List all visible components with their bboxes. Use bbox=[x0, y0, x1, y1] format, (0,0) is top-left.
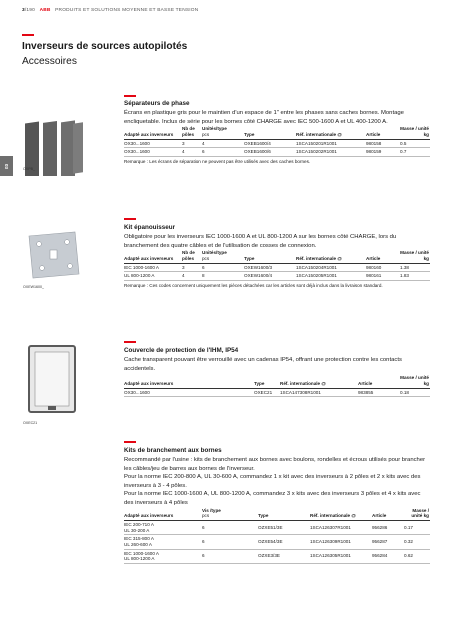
column-header: Réf. internationale @ bbox=[280, 380, 326, 386]
table-cell: 980158 bbox=[366, 140, 382, 146]
table-cell: 983855 bbox=[358, 389, 374, 395]
table-cell: 0.32 bbox=[404, 539, 413, 545]
column-header: Réf. internationale @ bbox=[296, 131, 342, 137]
column-header: Type bbox=[254, 380, 265, 386]
section-note: Remarque : Ces codes concernent uniquement les pièces détachées car les articles sont déjà inclus dans la livraison standard. bbox=[124, 282, 383, 288]
page-title: Inverseurs de sources autopilotés bbox=[22, 41, 188, 52]
table-cell: 3 bbox=[182, 264, 185, 270]
table-cell: IEC 315-800 A UL 260-600 A bbox=[124, 536, 154, 547]
section-note: Remarque : Les écrans de séparation ne peuvent pas être utilisés avec des caches bornes. bbox=[124, 158, 311, 164]
table-row bbox=[124, 148, 430, 157]
product-table bbox=[124, 508, 430, 564]
table-cell: 0.5 bbox=[400, 140, 407, 146]
table-row bbox=[124, 263, 430, 272]
table-cell: 6 bbox=[202, 539, 205, 545]
table-cell: 1SCA150204R1001 bbox=[296, 264, 337, 270]
table-cell: 8 bbox=[202, 273, 205, 279]
title-accent bbox=[22, 34, 34, 36]
section-title: Couvercle de protection de l'IHM, IP54 bbox=[124, 347, 239, 354]
section-title: Séparateurs de phase bbox=[124, 100, 190, 107]
product-table bbox=[124, 250, 430, 281]
column-header: Article bbox=[372, 513, 387, 519]
table-cell: UL 800-1200 A bbox=[124, 273, 155, 279]
page-header: 3/190 ABB PRODUITS ET SOLUTIONS MOYENNE ET BASSE TENSION bbox=[22, 8, 199, 13]
section-accent bbox=[124, 95, 136, 97]
column-header: Article bbox=[366, 131, 381, 137]
column-header: Masse / unité kg bbox=[400, 375, 429, 386]
table-row bbox=[124, 521, 430, 535]
table-cell: 1.83 bbox=[400, 273, 409, 279]
section-accent bbox=[124, 341, 136, 343]
table-cell: 1SCA126309R1001 bbox=[310, 539, 351, 545]
table-cell: 6 bbox=[202, 524, 205, 530]
section-description: Recommandé par l'usine : kits de branchement aux bornes avec boulons, rondelles et écrous utilisés pour brancher les câbles/jeu de barres aux bornes de l'inverseur. bbox=[124, 457, 426, 472]
table-cell: 1SCA150205R1001 bbox=[296, 273, 337, 279]
page-number: 3 bbox=[22, 8, 25, 13]
table-cell: OZXE51/3E bbox=[258, 524, 283, 530]
chapter-tab: 03 bbox=[0, 156, 13, 176]
column-header: Adapté aux inverseurs bbox=[124, 255, 174, 261]
section-description: Cache transparent pouvant être verrouillé avec un cadenas IP54, offrant une protection contre les contacts accidentels. bbox=[124, 357, 402, 372]
table-cell: 1SCA150202R1001 bbox=[296, 149, 337, 155]
table-cell: 1SCA126305R1001 bbox=[310, 553, 351, 559]
table-cell: OXEW1600/3 bbox=[244, 264, 273, 270]
table-cell: 956284 bbox=[372, 553, 388, 559]
table-cell: 1.38 bbox=[400, 264, 409, 270]
product-table bbox=[124, 375, 430, 397]
column-header: Nb de pôles bbox=[182, 126, 195, 137]
product-table bbox=[124, 126, 430, 157]
table-cell: IEC 200-710 A UL 30-200 A bbox=[124, 522, 154, 533]
column-header: Réf. internationale @ bbox=[310, 513, 356, 519]
table-cell: 4 bbox=[182, 149, 185, 155]
section-description: Pour la norme IEC 200-800 A, UL 30-600 A, commandez 1 x kit avec des inverseurs à 2 pôles et 2 x kits avec des inverseurs à 3 - 4 pôles. bbox=[124, 474, 421, 489]
column-header: Vis /type pcs bbox=[202, 507, 221, 519]
table-cell: 4 bbox=[202, 140, 205, 146]
section-terminal-kits bbox=[124, 447, 430, 564]
table-cell: 1SCA147308R1001 bbox=[280, 389, 321, 395]
section-title: Kit épanouisseur bbox=[124, 224, 176, 231]
column-header: Article bbox=[366, 255, 381, 261]
column-header: Masse / unité kg bbox=[400, 250, 429, 261]
column-header: Adapté aux inverseurs bbox=[124, 131, 174, 137]
image-label: OXEC21 bbox=[23, 421, 38, 425]
table-cell: 0.62 bbox=[404, 553, 413, 559]
table-cell: 6 bbox=[202, 553, 205, 559]
column-header: Masse / unité kg bbox=[411, 507, 429, 519]
table-cell: 980161 bbox=[366, 273, 382, 279]
table-cell: OXEW1600/4 bbox=[244, 273, 273, 279]
column-header: Type bbox=[244, 255, 255, 261]
table-cell: 6 bbox=[202, 149, 205, 155]
table-cell: 0.17 bbox=[404, 524, 413, 530]
table-cell: 1SCA126307R1001 bbox=[310, 524, 351, 530]
table-cell: 0.7 bbox=[400, 149, 407, 155]
table-cell: 3 bbox=[182, 140, 185, 146]
section-phase-separators bbox=[124, 100, 430, 166]
table-row bbox=[124, 139, 430, 148]
table-cell: OX30...1600 bbox=[124, 389, 150, 395]
table-row bbox=[124, 388, 430, 397]
table-row bbox=[124, 549, 430, 563]
column-header: Réf. internationale @ bbox=[296, 255, 342, 261]
column-header: Nb de pôles bbox=[182, 250, 195, 261]
column-header: Type bbox=[244, 131, 255, 137]
column-header: Masse / unité kg bbox=[400, 126, 429, 137]
table-cell: 956287 bbox=[372, 539, 388, 545]
page-total: 190 bbox=[26, 8, 36, 13]
section-terminal-spreader bbox=[124, 224, 430, 290]
section-accent bbox=[124, 218, 136, 220]
table-cell: OXEB1600/4 bbox=[244, 140, 271, 146]
table-cell: OX30...1600 bbox=[124, 140, 150, 146]
hmi-cover-image bbox=[25, 343, 79, 415]
table-cell: OZXE54/3E bbox=[258, 539, 283, 545]
table-cell: 6 bbox=[202, 264, 205, 270]
section-title: Kits de branchement aux bornes bbox=[124, 447, 222, 454]
table-cell: OXEC21 bbox=[254, 389, 273, 395]
section-hmi-cover bbox=[124, 347, 430, 397]
table-cell: 1SCA150201R1001 bbox=[296, 140, 337, 146]
column-header: Adapté aux inverseurs bbox=[124, 380, 174, 386]
brand-logo: ABB bbox=[39, 8, 51, 13]
table-cell: IEC 1000-1600 A bbox=[124, 264, 159, 270]
column-header: Unités/type pcs bbox=[202, 250, 227, 261]
section-description: Écrans en plastique gris pour le maintien d'un espace de 1" entre les phases sans caches bornes. Montage encliquetable. Inclus de série pour les bornes côté CHARGE avec IEC 500-1600 A et UL 400-1200 A. bbox=[124, 110, 404, 125]
section-description: Obligatoire pour les inverseurs IEC 1000-1600 A et UL 800-1200 A sur les bornes côté CHARGE, lors du branchement des quatre câbles et de l'utilisation de cosses de connexion. bbox=[124, 234, 397, 249]
table-row bbox=[124, 535, 430, 549]
table-cell: OX30...1600 bbox=[124, 149, 150, 155]
image-label: OXEW1600_ bbox=[23, 285, 44, 289]
page-subtitle: Accessoires bbox=[22, 56, 77, 67]
table-cell: 980159 bbox=[366, 149, 382, 155]
table-cell: 0.18 bbox=[400, 389, 409, 395]
table-cell: OZXE3/3E bbox=[258, 553, 280, 559]
terminal-spreader-image bbox=[23, 230, 81, 280]
column-header: Unités/type pcs bbox=[202, 126, 227, 137]
image-label: OXPB_ bbox=[23, 167, 35, 171]
column-header: Article bbox=[358, 380, 373, 386]
table-cell: IEC 1000-1600 A UL 800-1200 A bbox=[124, 550, 159, 562]
column-header: Type bbox=[258, 513, 269, 519]
table-cell: OXEB1600/6 bbox=[244, 149, 271, 155]
table-row bbox=[124, 272, 430, 281]
table-cell: 956286 bbox=[372, 524, 388, 530]
section-accent bbox=[124, 441, 136, 443]
table-cell: 4 bbox=[182, 273, 185, 279]
catalog-name: PRODUITS ET SOLUTIONS MOYENNE ET BASSE TENSION bbox=[55, 8, 199, 13]
column-header: Adapté aux inverseurs bbox=[124, 513, 174, 519]
table-cell: 980160 bbox=[366, 264, 382, 270]
section-description: Pour la norme IEC 1000-1600 A, UL 800-1200 A, commandez 3 x kits avec des inverseurs 3 pôles et 4 x kits avec des inverseurs à 4 pôles bbox=[124, 491, 421, 506]
